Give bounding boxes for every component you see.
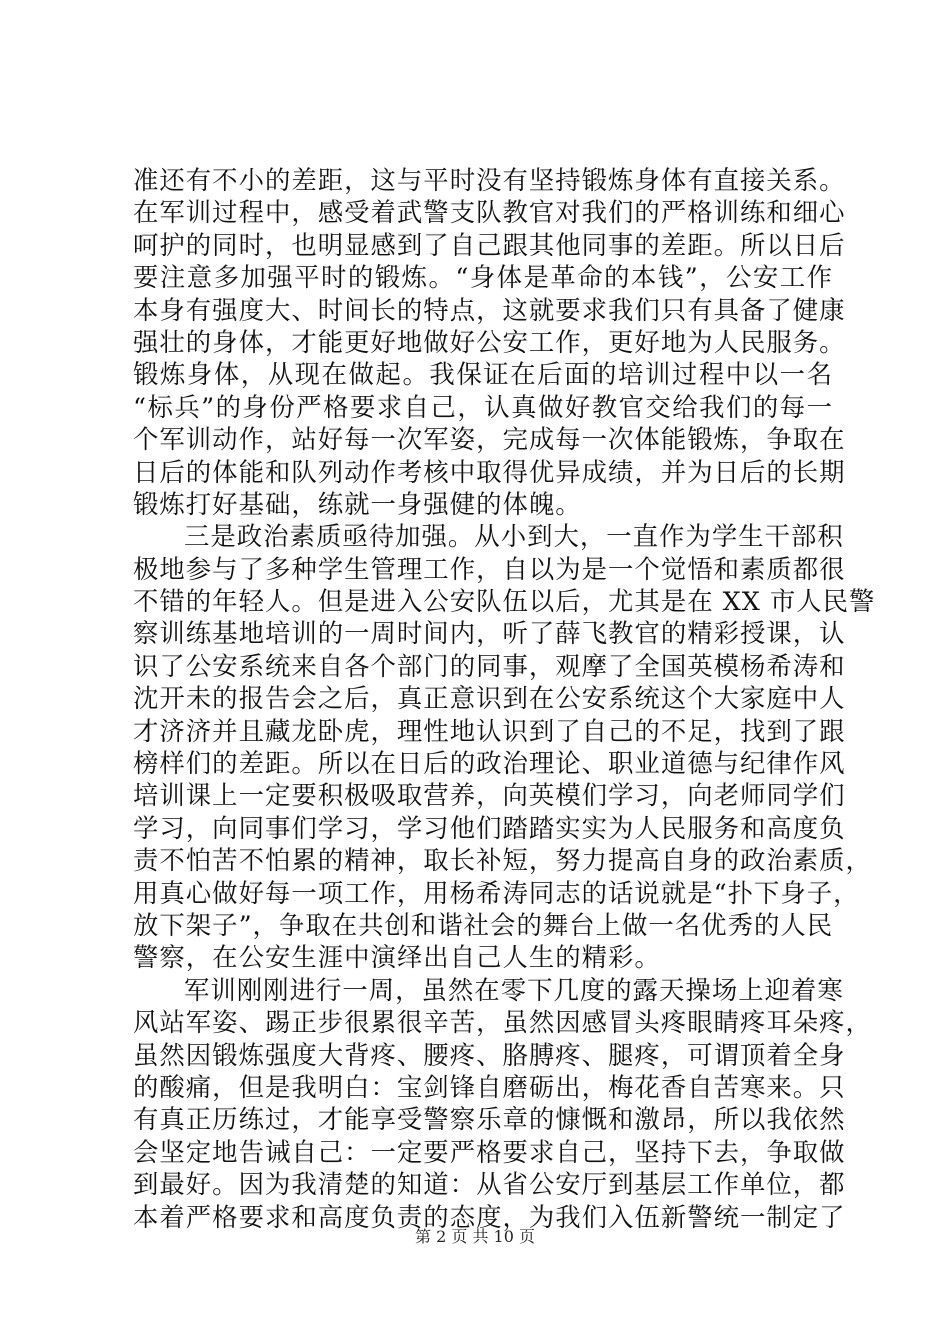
paragraph-line: 呵护的同时，也明显感到了自己跟其他同事的差距。所以日后 xyxy=(133,229,846,260)
paragraph-line: 锻炼身体，从现在做起。我保证在后面的培训过程中以一名 xyxy=(133,359,833,390)
paragraph-line: 风站军姿、踢正步很累很辛苦，虽然因感冒头疼眼睛疼耳朵疼， xyxy=(133,1007,872,1038)
paragraph-line: 三是政治素质亟待加强。从小到大，一直作为学生干部积 xyxy=(184,521,844,552)
paragraph-line: 才济济并且藏龙卧虎，理性地认识到了自己的不足，找到了跟 xyxy=(133,715,846,746)
paragraph-line: 的酸痛，但是我明白：宝剑锋自磨砺出，梅花香自苦寒来。只 xyxy=(133,1071,846,1102)
paragraph-line: 军训刚刚进行一周，虽然在零下几度的露天操场上迎着寒 xyxy=(184,974,844,1005)
paragraph-line: 榜样们的差距。所以在日后的政治理论、职业道德与纪律作风 xyxy=(133,748,846,779)
paragraph-line: 不错的年轻人。但是进入公安队伍以后，尤其是在 XX 市人民警 xyxy=(133,586,876,617)
body-text xyxy=(133,164,876,1233)
paragraph-line: 责不怕苦不怕累的精神，取长补短，努力提高自身的政治素质， xyxy=(133,845,872,876)
paragraph-line: “标兵”的身份严格要求自己，认真做好教官交给我们的每一 xyxy=(133,391,833,422)
paragraph-line: 识了公安系统来自各个部门的同事，观摩了全国英模杨希涛和 xyxy=(133,650,846,681)
paragraph-line: 在军训过程中，感受着武警支队教官对我们的严格训练和细心 xyxy=(133,197,846,228)
paragraph-line: 学习，向同事们学习，学习他们踏踏实实为人民服务和高度负 xyxy=(133,812,846,843)
paragraph-line: 警察，在公安生涯中演绎出自己人生的精彩。 xyxy=(133,942,661,973)
paragraph-line: 极地参与了多种学生管理工作，自以为是一个觉悟和素质都很 xyxy=(133,553,846,584)
paragraph-line: 本身有强度大、时间长的特点，这就要求我们只有具备了健康 xyxy=(133,294,846,325)
paragraph-line: 有真正历练过，才能享受警察乐章的慷慨和激昂，所以我依然 xyxy=(133,1104,846,1135)
paragraph-line: 用真心做好每一项工作，用杨希涛同志的话说就是“扑下身子， xyxy=(133,877,860,908)
page-footer: 第 2 页 共 10 页 xyxy=(415,1227,535,1246)
paragraph-line: 个军训动作，站好每一次军姿，完成每一次体能锻炼，争取在 xyxy=(133,424,846,455)
paragraph-line: 准还有不小的差距，这与平时没有坚持锻炼身体有直接关系。 xyxy=(133,165,846,195)
paragraph-line: 到最好。因为我清楚的知道：从省公安厅到基层工作单位，都 xyxy=(133,1169,846,1200)
paragraph-line: 沈开未的报告会之后，真正意识到在公安系统这个大家庭中人 xyxy=(133,683,846,714)
paragraph-line: 日后的体能和队列动作考核中取得优异成绩，并为日后的长期 xyxy=(133,456,846,487)
paragraph-line: 锻炼打好基础，练就一身强健的体魄。 xyxy=(133,488,582,519)
paragraph-line: 放下架子”，争取在共创和谐社会的舞台上做一名优秀的人民 xyxy=(133,909,834,940)
paragraph-line: 要注意多加强平时的锻炼。“身体是革命的本钱”，公安工作 xyxy=(133,262,833,293)
paragraph-line: 强壮的身体，才能更好地做好公安工作，更好地为人民服务。 xyxy=(133,326,846,357)
paragraph-line: 察训练基地培训的一周时间内，听了薛飞教官的精彩授课，认 xyxy=(133,618,846,649)
paragraph-line: 培训课上一定要积极吸取营养，向英模们学习，向老师同学们 xyxy=(133,780,846,811)
paragraph-line: 本着严格要求和高度负责的态度，为我们入伍新警统一制定了 xyxy=(133,1201,846,1232)
paragraph-line: 会坚定地告诫自己：一定要严格要求自己，坚持下去，争取做 xyxy=(133,1136,846,1167)
paragraph-line: 虽然因锻炼强度大背疼、腰疼、胳膊疼、腿疼，可谓顶着全身 xyxy=(133,1039,846,1070)
